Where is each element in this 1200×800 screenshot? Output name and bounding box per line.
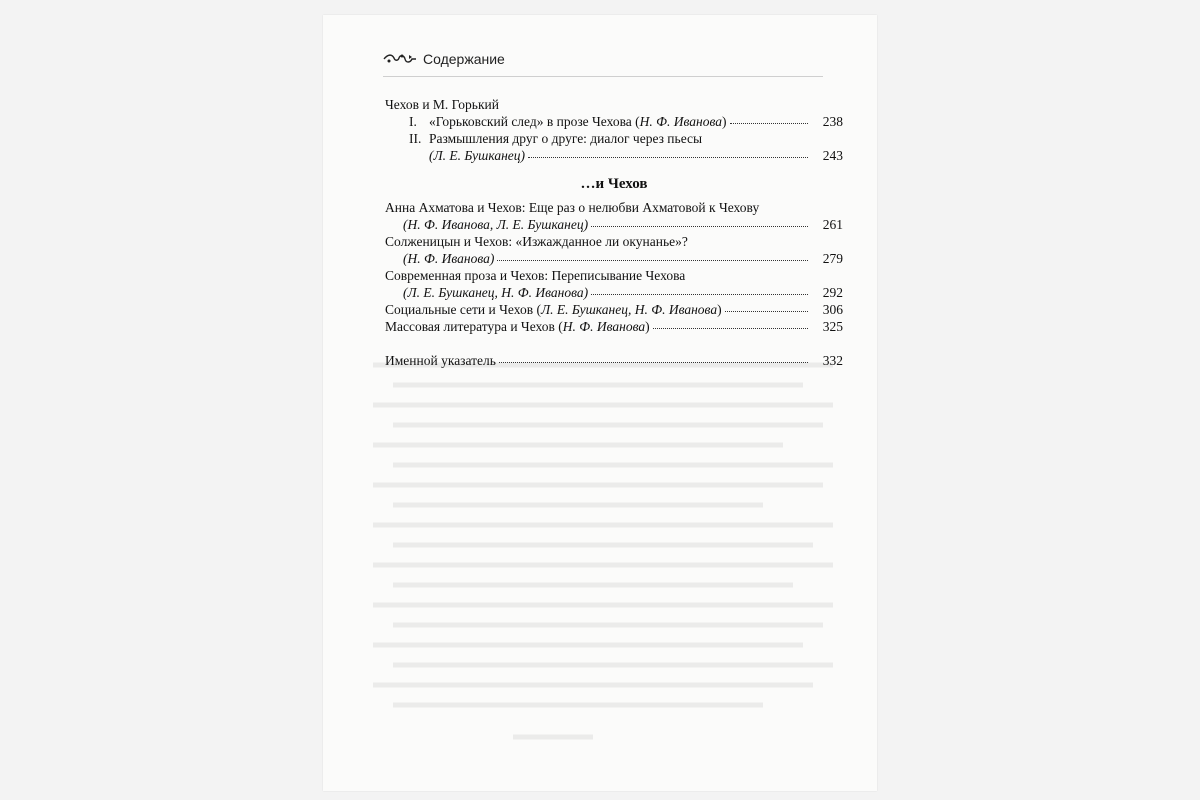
toc-leader-dots [591, 216, 808, 227]
toc-page-number: 279 [822, 251, 843, 266]
running-head [383, 51, 505, 67]
toc-leader-dots [725, 301, 808, 312]
toc-entry-title: Именной указатель [385, 353, 496, 368]
toc-entry-mass-literature [385, 318, 843, 335]
toc-entry-title: Солженицын и Чехов: «Изжажданное ли окунанье»? [385, 234, 688, 249]
toc-author: Н. Ф. Иванова [639, 114, 723, 129]
toc-entry-title: Массовая литература и Чехов ( [385, 319, 563, 334]
toc-leader-dots [497, 250, 808, 261]
toc-page-number: 243 [822, 148, 843, 163]
toc-subentry-2 [385, 130, 843, 147]
toc-page-number: 306 [822, 302, 843, 317]
toc-author-line [385, 250, 843, 267]
toc-author: Л. Е. Бушканец, Н. Ф. Иванова [540, 302, 718, 317]
toc-subentry-2-author-line [385, 147, 843, 164]
section-heading: …и Чехов [580, 176, 648, 192]
bleed-through-texture [363, 355, 843, 745]
toc-page-number: 261 [822, 217, 843, 232]
toc-author: (Л. Е. Бушканец) [429, 148, 526, 163]
toc-author-line [385, 216, 843, 233]
header-rule [383, 76, 823, 77]
toc-entry-title: Чехов и М. Горький [385, 97, 499, 112]
table-of-contents [385, 96, 843, 369]
toc-author: (Л. Е. Бушканец, Н. Ф. Иванова) [403, 285, 589, 300]
toc-leader-dots [591, 284, 808, 295]
toc-entry-akhmatova [385, 199, 843, 233]
toc-paren-close: ) [722, 114, 727, 129]
toc-entry-title: Социальные сети и Чехов ( [385, 302, 541, 317]
toc-subentry-text: Размышления друг о друге: диалог через пьесы [429, 131, 703, 146]
toc-subentry-text: «Горьковский след» в прозе Чехова ( [429, 114, 640, 129]
toc-page-number: 325 [822, 319, 843, 334]
toc-entry-title: Анна Ахматова и Чехов: Еще раз о нелюбви Ахматовой к Чехову [385, 200, 760, 215]
running-head-title: Содержание [423, 51, 505, 67]
floral-ornament-icon [383, 52, 417, 66]
toc-subentry-number: II. [409, 131, 422, 146]
toc-paren-close: ) [645, 319, 650, 334]
toc-author-line [385, 284, 843, 301]
toc-author: (Н. Ф. Иванова, Л. Е. Бушканец) [403, 217, 589, 232]
toc-leader-dots [528, 147, 808, 158]
book-page [323, 15, 877, 791]
toc-leader-dots [653, 318, 808, 329]
toc-author: (Н. Ф. Иванова) [403, 251, 495, 266]
toc-page-number: 238 [822, 114, 843, 129]
toc-subentry-1 [385, 113, 843, 130]
toc-entry-social-networks [385, 301, 843, 318]
toc-page-number: 332 [822, 353, 843, 368]
toc-entry-modern-prose [385, 267, 843, 301]
toc-entry-solzhenitsyn [385, 233, 843, 267]
toc-entry-gorky [385, 96, 843, 164]
toc-entry-title: Современная проза и Чехов: Переписывание Чехова [385, 268, 686, 283]
toc-page-number: 292 [822, 285, 843, 300]
toc-leader-dots [730, 113, 808, 124]
toc-paren-close: ) [717, 302, 722, 317]
toc-subentry-number: I. [409, 114, 417, 129]
toc-author: Н. Ф. Иванова [562, 319, 646, 334]
